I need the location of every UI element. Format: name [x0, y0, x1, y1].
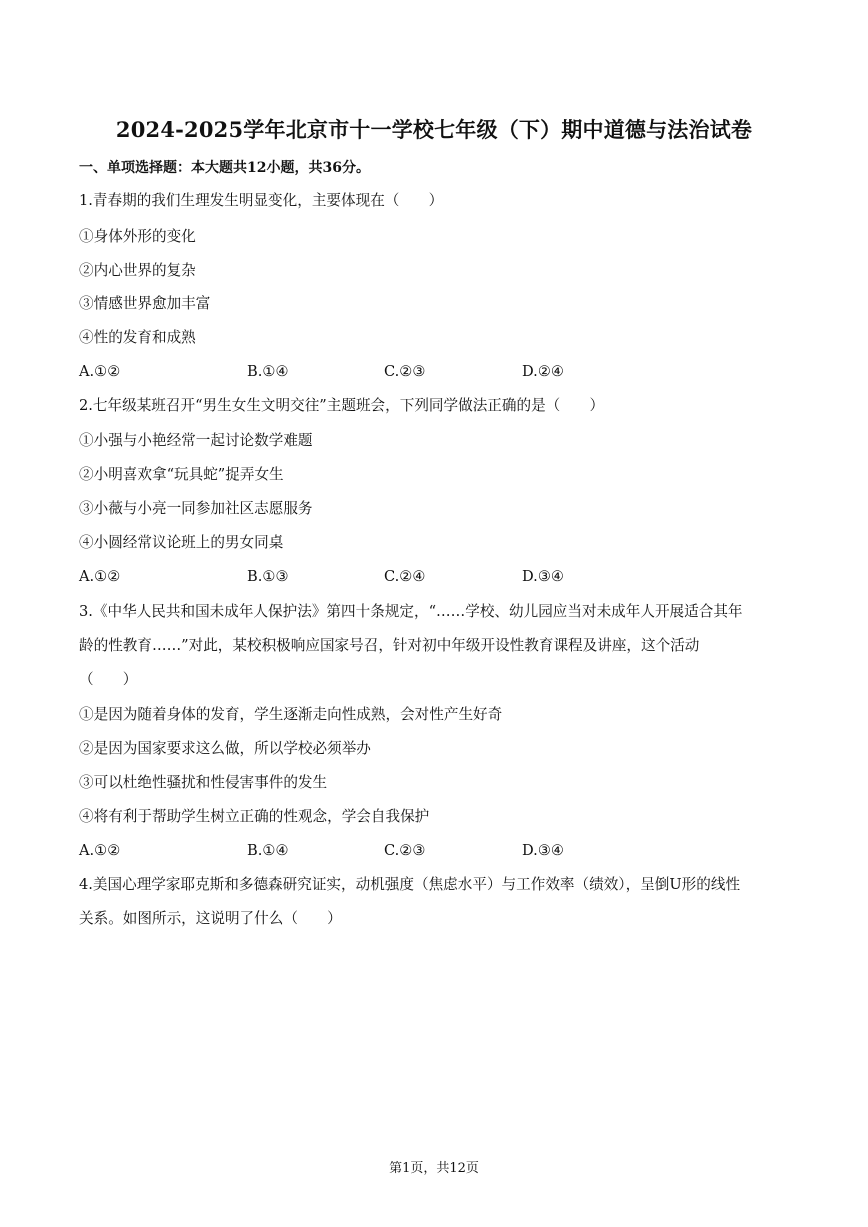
- question-1-stem: 1.青春期的我们生理发生明显变化，主要体现在（ ）: [79, 192, 444, 209]
- question-1-option-b[interactable]: B.①④: [247, 363, 289, 380]
- question-3-statement-3: ③可以杜绝性骚扰和性侵害事件的发生: [79, 774, 328, 791]
- question-2-option-d[interactable]: D.③④: [522, 568, 564, 585]
- page-title: 2024-2025学年北京市十一学校七年级（下）期中道德与法治试卷: [115, 117, 753, 142]
- question-1-statement-3: ③情感世界愈加丰富: [79, 295, 211, 312]
- question-3-statement-1: ①是因为随着身体的发育，学生逐渐走向性成熟，会对性产生好奇: [79, 706, 503, 723]
- question-4-stem-line-2: 关系。如图所示，这说明了什么（ ）: [79, 910, 342, 927]
- question-2-option-a[interactable]: A.①②: [79, 568, 121, 585]
- question-3-statement-4: ④将有利于帮助学生树立正确的性观念，学会自我保护: [79, 808, 430, 825]
- question-3-stem-line-1: 3.《中华人民共和国未成年人保护法》第四十条规定，“……学校、幼儿园应当对未成年人开展适合其年: [79, 603, 743, 620]
- question-2-option-b[interactable]: B.①③: [247, 568, 289, 585]
- question-3-option-b[interactable]: B.①④: [247, 842, 289, 859]
- question-1-statement-1: ①身体外形的变化: [79, 228, 196, 245]
- question-3-statement-2: ②是因为国家要求这么做，所以学校必须举办: [79, 740, 371, 757]
- question-3-stem-line-3: （ ）: [79, 671, 138, 688]
- question-1-option-c[interactable]: C.②③: [384, 363, 426, 380]
- question-1-option-a[interactable]: A.①②: [79, 363, 121, 380]
- question-2-statement-2: ②小明喜欢拿“玩具蛇”捉弄女生: [79, 466, 284, 483]
- question-3-stem-line-2: 龄的性教育……”对此，某校积极响应国家号召，针对初中年级开设性教育课程及讲座，这个活动: [79, 637, 700, 654]
- page-footer: 第1页，共12页: [389, 1161, 479, 1176]
- question-3-option-c[interactable]: C.②③: [384, 842, 426, 859]
- question-3-option-d[interactable]: D.③④: [522, 842, 564, 859]
- question-1-statement-4: ④性的发育和成熟: [79, 329, 196, 346]
- section-header: 一、单项选择题：本大题共12小题，共36分。: [79, 160, 370, 176]
- question-2-statement-4: ④小圆经常议论班上的男女同桌: [79, 534, 284, 551]
- question-2-statement-1: ①小强与小艳经常一起讨论数学难题: [79, 432, 313, 449]
- question-2-option-c[interactable]: C.②④: [384, 568, 426, 585]
- question-4-stem-line-1: 4.美国心理学家耶克斯和多德森研究证实，动机强度（焦虑水平）与工作效率（绩效），呈倒U形的线性: [79, 876, 741, 893]
- question-2-stem: 2.七年级某班召开“男生女生文明交往”主题班会，下列同学做法正确的是（ ）: [79, 397, 605, 414]
- question-3-option-a[interactable]: A.①②: [79, 842, 121, 859]
- question-1-statement-2: ②内心世界的复杂: [79, 262, 196, 279]
- question-2-statement-3: ③小薇与小亮一同参加社区志愿服务: [79, 500, 313, 517]
- question-1-option-d[interactable]: D.②④: [522, 363, 564, 380]
